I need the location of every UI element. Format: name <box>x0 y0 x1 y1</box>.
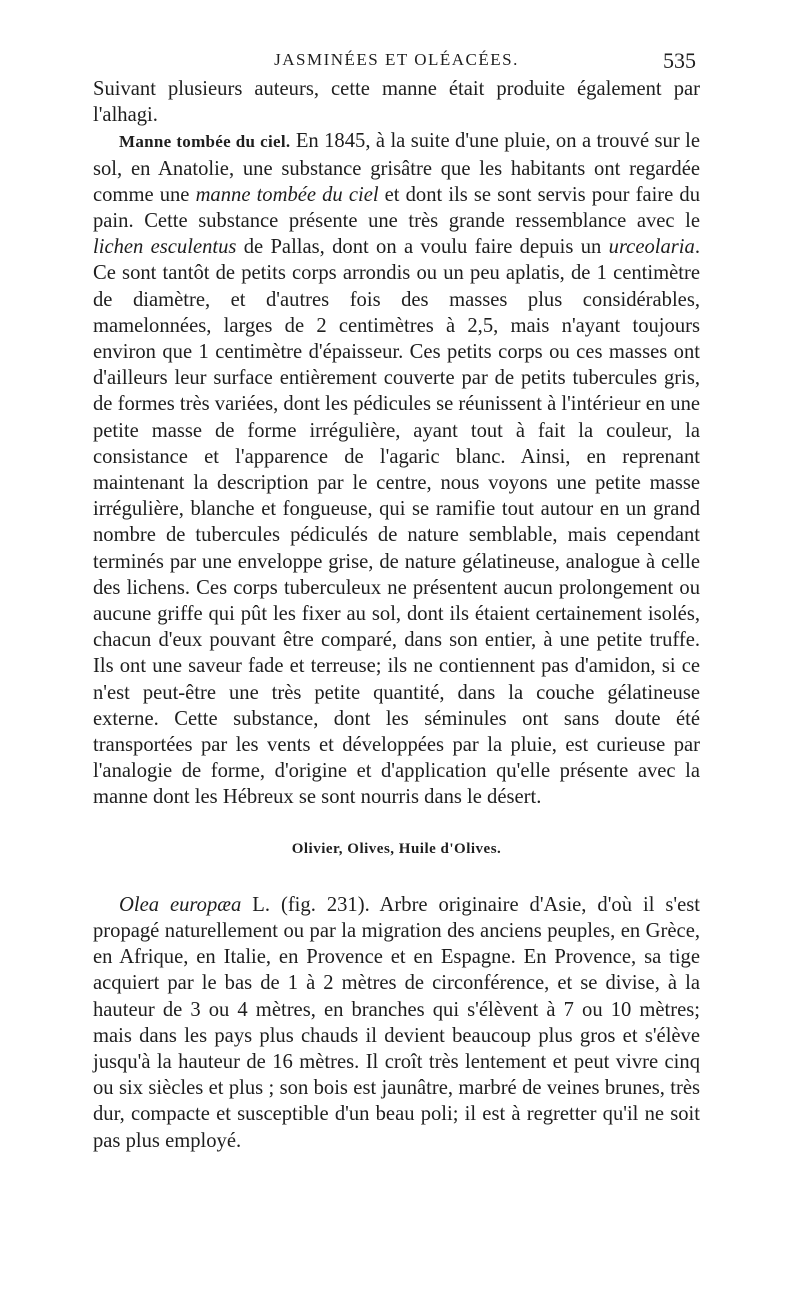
run-in-heading: Manne tombée du ciel. <box>119 132 291 152</box>
text-segment: et dont ils se sont servis pour faire du pain. Cette substance présente une très grande ressemblance avec le <box>93 183 700 233</box>
paragraph-continued: Suivant plusieurs auteurs, cette manne était produite également par l'alhagi. <box>93 78 700 127</box>
text-segment: . Ce sont tantôt de petits corps arrondis ou un peu aplatis, de 1 centimètre de diamètre, et d'autres fois des masses plus considérables, mamelonnées, larges de 2 centimètres à 2,5, mais n'ayant toujours environ que 1 centimètre d'épaisseur. Ces petits corps ou ces masses ont d'ailleurs leur surface entièrement couverte par de petits tubercules gris, de formes très variées, dont les pédicules se réunissent à l'intérieur en une petite masse de forme irrégulière, ayant tout à fait la couleur, la consistance et l'apparence de l'agaric blanc. Ainsi, en reprenant maintenant la description par le centre, nous voyons une petite masse irrégulière, blanche et fongueuse, qui se ramifie tout autour en un grand nombre de tubercules pédiculés de nature semblable, mais cependant terminés par une enveloppe grise, de nature gélatineuse, analogue à celle des lichens. Ces corps tuberculeux ne présentent aucun prolongement ou aucune griffe qui pût les fixer au sol, dont ils étaient certainement isolés, chacun d'eux pouvant être comparé, dans son entier, à une petite truffe. Ils ont une saveur fade et terreuse; ils ne contiennent pas d'amidon, si ce n'est peut-être une très petite quantité, dans la couche gélatineuse externe. Cette substance, dont les séminules ont sans doute été transportées par les vents et développées par la pluie, est curieuse par l'analogie de forme, d'origine et d'application qu'elle présente avec la manne dont les Hébreux se sont nourris dans le désert. <box>93 236 701 809</box>
italic-term: lichen esculentus <box>93 236 237 259</box>
italic-term: urceolaria <box>608 236 695 259</box>
running-title: JASMINÉES ET OLÉACÉES. <box>274 50 519 69</box>
book-page <box>93 48 700 1154</box>
paragraph-manne-tombee <box>93 128 700 810</box>
page-number: 535 <box>663 48 696 73</box>
paragraph-olea <box>93 892 700 1154</box>
text-segment: En 1845, à la suite d'une pluie, on a trouvé sur le sol, en Anatolie, une substance grisâtre que les habitants ont regardée comme une <box>93 130 700 206</box>
italic-species-name: Olea europæa <box>119 893 242 916</box>
running-head <box>93 48 700 76</box>
text-segment: de Pallas, dont on a voulu faire depuis un <box>236 236 609 259</box>
section-heading: Olivier, Olives, Huile d'Olives. <box>291 840 502 857</box>
italic-term: manne tombée du ciel <box>195 183 379 206</box>
text-segment: L. (fig. 231). Arbre originaire d'Asie, d'où il s'est propagé naturellement ou par la migration des anciens peuples, en Grèce, en Afrique, en Italie, en Provence et en Espagne. En Provence, sa tige acquiert par le bas de 1 à 2 mètres de circonférence, et se divise, à la hauteur de 3 ou 4 mètres, en branches qui s'élèvent à 7 ou 10 mètres; mais dans les pays plus chauds il devient beaucoup plus gros et s'élève jusqu'à la hauteur de 16 mètres. Il croît très lentement et peut vivre cinq ou six siècles et plus ; son bois est jaunâtre, marbré de veines brunes, très dur, compacte et susceptible d'un beau poli; il est à regretter qu'il ne soit pas plus employé. <box>93 893 700 1152</box>
